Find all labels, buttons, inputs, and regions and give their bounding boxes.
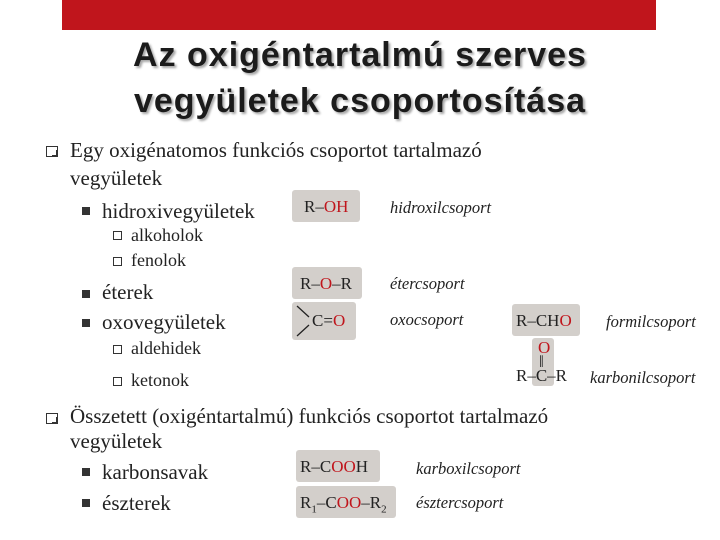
section1-heading-line1: Egy oxigénatomos funkciós csoportot tartalmazó: [70, 138, 482, 162]
esters-label: észterek: [102, 491, 171, 515]
carboxyl-formula: R–COOH: [300, 457, 369, 476]
carbonyl-double-bond: ‖: [539, 352, 544, 371]
carbonyl-group-name: karbonilcsoport: [590, 368, 696, 387]
slide-title-line-2: vegyületek csoportosítása: [133, 82, 587, 120]
carboxyl-group-name: karboxilcsoport: [416, 459, 521, 478]
hydroxy-group-name: hidroxilcsoport: [390, 198, 492, 217]
oxo-formula: C=O: [312, 311, 346, 330]
square-bullet-icon: [82, 468, 90, 476]
section1-heading-line2: vegyületek: [70, 166, 163, 190]
square-bullet-icon: [82, 499, 90, 507]
ester-group-name: észtercsoport: [416, 493, 504, 512]
square-bullet-icon: [82, 319, 90, 327]
main-bullet-icon: [46, 146, 58, 157]
hydroxy-label: hidroxivegyületek: [102, 199, 255, 223]
square-bullet-icon: [82, 290, 90, 298]
hydroxy-sub-alcohols: alkoholok: [131, 225, 203, 245]
formyl-group-name: formilcsoport: [606, 312, 696, 331]
hydroxy-sub-phenols: fenolok: [131, 250, 186, 270]
hollow-bullet-icon: [113, 377, 122, 386]
formyl-formula: R–CHO: [516, 311, 572, 330]
hollow-bullet-icon: [113, 345, 122, 354]
oxo-sub-aldehydes: aldehidek: [131, 338, 201, 358]
oxo-label: oxovegyületek: [102, 310, 226, 334]
oxo-sub-ketones: ketonok: [131, 370, 189, 390]
ethers-label: éterek: [102, 280, 154, 304]
main-bullet-icon: [46, 413, 58, 424]
title-accent-bar: [62, 0, 656, 30]
hollow-bullet-icon: [113, 257, 122, 266]
square-bullet-icon: [82, 207, 90, 215]
ester-formula: $R_1-COO-R_2$: [300, 493, 387, 516]
oxo-group-name: oxocsoport: [390, 310, 464, 329]
ether-group-name: étercsoport: [390, 274, 465, 293]
hydroxy-formula: R–OH: [304, 197, 349, 216]
hollow-bullet-icon: [113, 231, 122, 240]
section2-heading-line1: Összetett (oxigéntartalmú) funkciós csoportot tartalmazó: [70, 404, 549, 428]
carbonyl-oxygen: O: [538, 338, 551, 357]
acids-label: karbonsavak: [102, 460, 209, 484]
slide-title-line-1: Az oxigéntartalmú szerves: [133, 36, 587, 74]
carbonyl-formula: R–C–R: [516, 366, 568, 385]
section2-heading-line2: vegyületek: [70, 429, 163, 453]
ether-formula: R–O–R: [300, 274, 352, 293]
